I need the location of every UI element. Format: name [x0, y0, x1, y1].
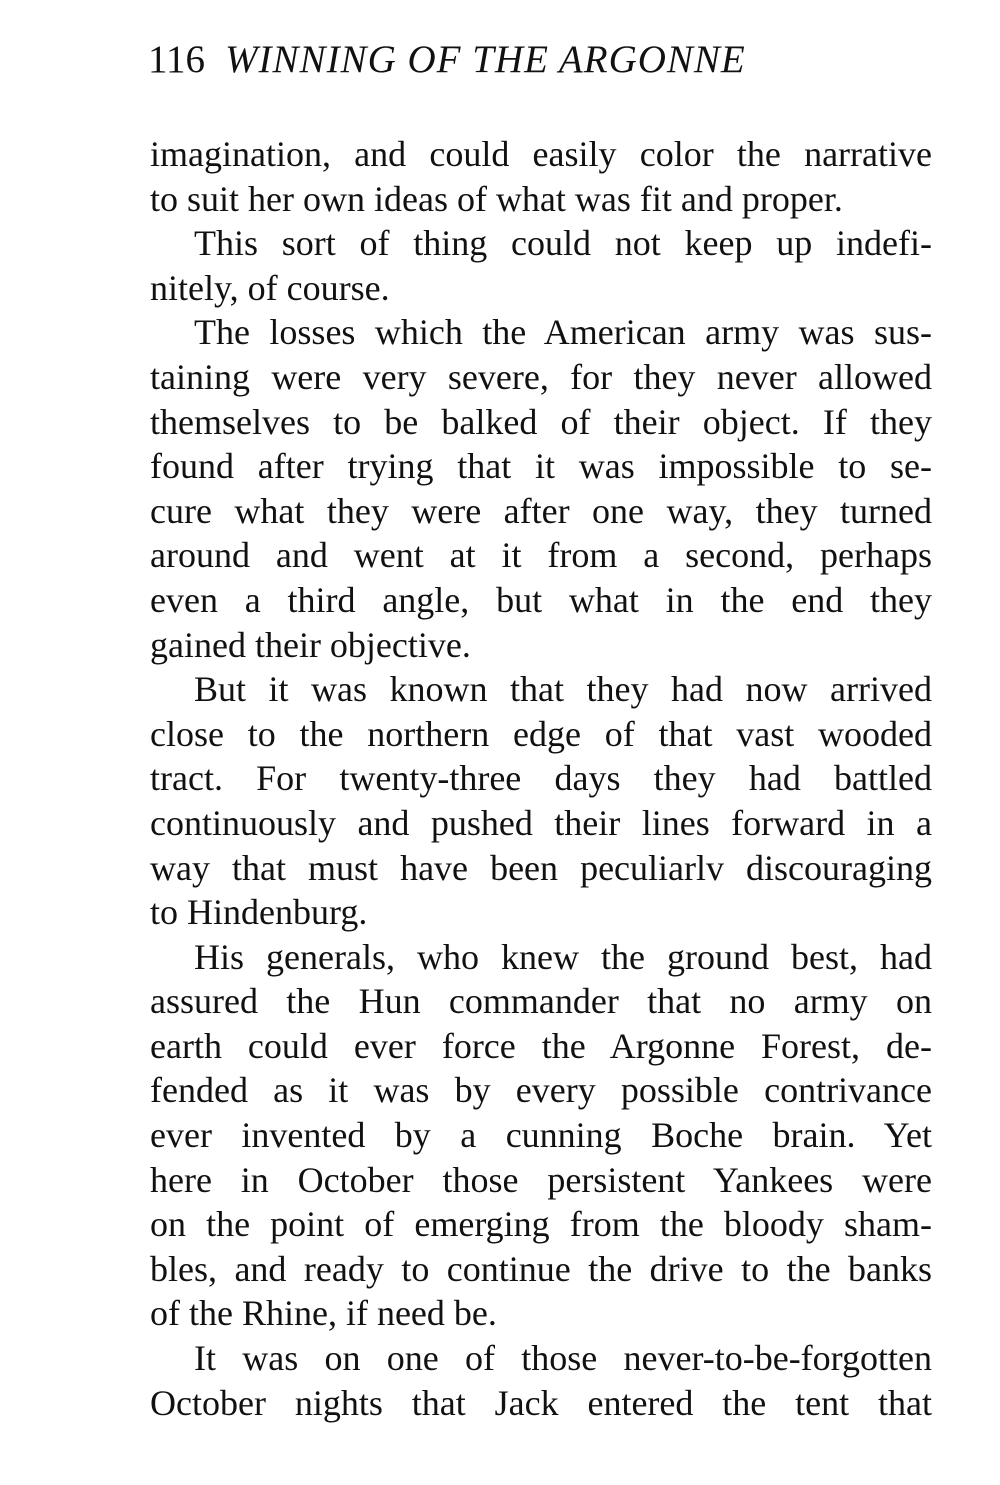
running-title: WINNING OF THE ARGONNE — [225, 38, 746, 81]
text-line: close to the northern edge of that vast wooded — [150, 713, 932, 754]
paragraph — [150, 132, 932, 221]
text-line: cure what they were after one way, they turned — [150, 490, 932, 531]
text-line: nitely, of course. — [150, 267, 390, 308]
page-number: 116 — [148, 38, 206, 81]
text-line: imagination, and could easily color the narrative — [150, 134, 932, 174]
text-line: This sort of thing could not keep up indefi- — [194, 223, 932, 264]
text-line: on the point of emerging from the bloody sham- — [150, 1204, 932, 1245]
paragraph — [150, 935, 932, 1336]
text-line: to suit her own ideas of what was fit and proper. — [150, 178, 843, 219]
text-line: found after trying that it was impossible to se- — [150, 446, 932, 487]
text-line: to Hindenburg. — [150, 892, 368, 933]
text-line: of the Rhine, if need be. — [150, 1293, 497, 1334]
text-line: But it was known that they had now arrived — [194, 669, 932, 710]
text-line: taining were very severe, for they never allowed — [150, 356, 932, 397]
paragraph — [150, 667, 932, 935]
text-line: earth could ever force the Argonne Forest, de- — [150, 1025, 932, 1066]
text-line: around and went at it from a second, perhaps — [150, 535, 932, 576]
text-line: His generals, who knew the ground best, had — [194, 936, 932, 977]
text-line: gained their objective. — [150, 624, 471, 665]
text-line: It was on one of those never-to-be-forgotten — [194, 1338, 932, 1379]
paragraph — [150, 221, 932, 310]
text-line: tract. For twenty-three days they had battled — [150, 758, 932, 799]
paragraph — [150, 1336, 932, 1425]
text-line: The losses which the American army was sus- — [194, 312, 932, 353]
text-line: assured the Hun commander that no army on — [150, 981, 932, 1022]
text-line: even a third angle, but what in the end they — [150, 579, 932, 620]
paragraph — [150, 310, 932, 667]
text-line: continuously and pushed their lines forward in a — [150, 802, 932, 843]
body-text — [150, 132, 932, 1425]
text-line: bles, and ready to continue the drive to the banks — [150, 1248, 932, 1289]
text-line: here in October those persistent Yankees were — [150, 1159, 932, 1200]
text-line: October nights that Jack entered the tent that — [150, 1382, 932, 1423]
text-line: way that must have been peculiarlv discouraging — [150, 847, 932, 888]
text-line: ever invented by a cunning Boche brain. Yet — [150, 1115, 932, 1156]
running-head — [148, 34, 948, 86]
text-line: fended as it was by every possible contrivance — [150, 1070, 932, 1111]
text-line: themselves to be balked of their object. If they — [150, 401, 932, 442]
